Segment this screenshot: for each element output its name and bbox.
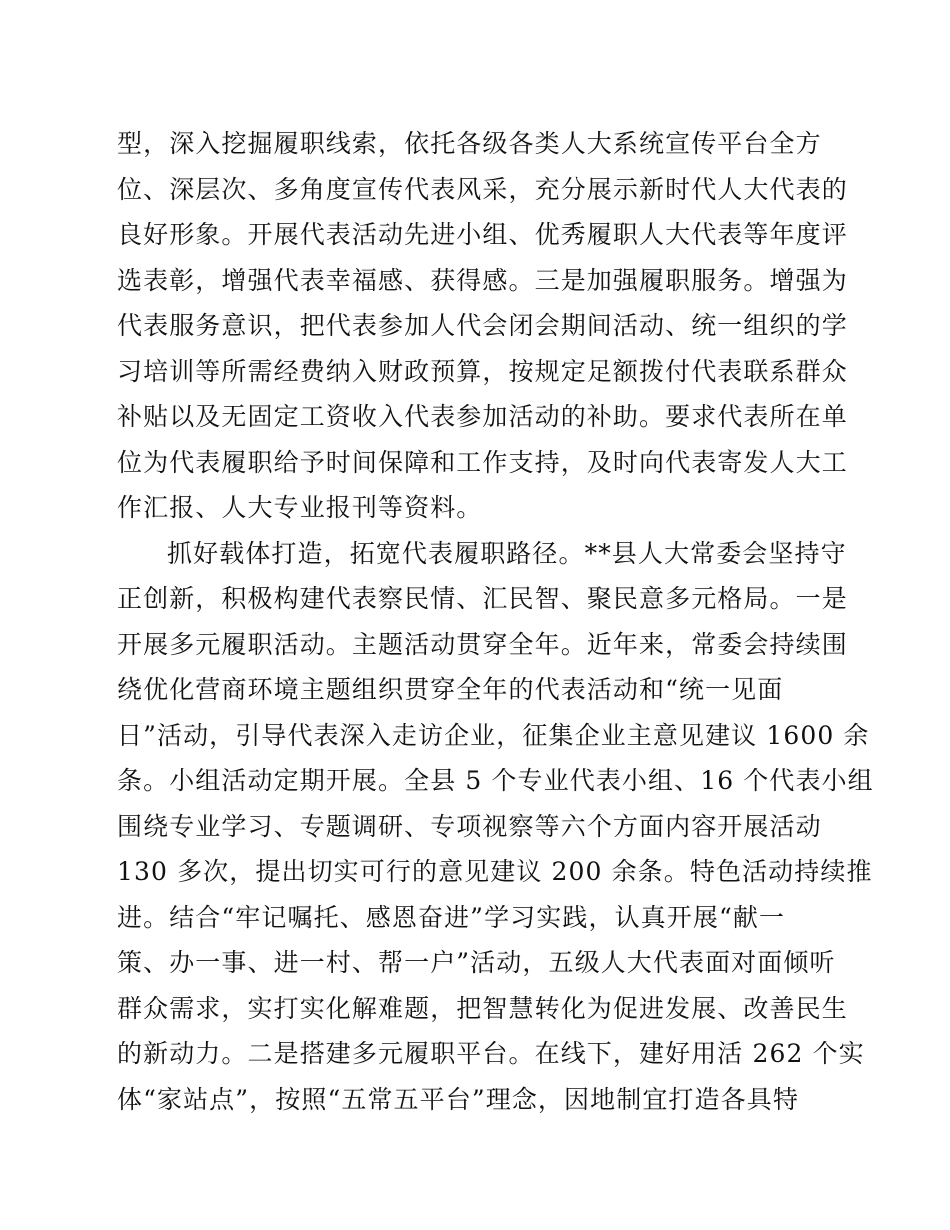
- text-line: 日”活动，引导代表深入走访企业，征集企业主意见建议 1600 余: [117, 720, 870, 750]
- body-text: [117, 121, 874, 1122]
- text-line: 体“家站点”，按照“五常五平台”理念，因地制宜打造各具特: [117, 1084, 799, 1114]
- text-line: 良好形象。开展代表活动先进小组、优秀履职人大代表等年度评: [117, 220, 848, 249]
- text-line: 习培训等所需经费纳入财政预算，按规定足额拨付代表联系群众: [117, 356, 848, 386]
- text-line: 进。结合“牢记嘱托、感恩奋进”学习实践，认真开展“献一: [117, 902, 786, 932]
- text-line: 围绕专业学习、专题调研、专项视察等六个方面内容开展活动: [117, 811, 822, 841]
- text-line: 130 多次，提出切实可行的意见建议 200 余条。特色活动持续推: [117, 857, 873, 886]
- text-line: 位为代表履职给予时间保障和工作支持，及时向代表寄发人大工: [117, 447, 848, 477]
- text-line: 作汇报、人大专业报刊等资料。: [117, 493, 483, 522]
- text-line: 位、深层次、多角度宣传代表风采，充分展示新时代人大代表的: [117, 174, 848, 204]
- text-line: 正创新，积极构建代表察民情、汇民智、聚民意多元格局。一是: [117, 584, 848, 613]
- text-line: 型，深入挖掘履职线索，依托各级各类人大系统宣传平台全方: [117, 129, 822, 158]
- text-line: 群众需求，实打实化解难题，把智慧转化为促进发展、改善民生: [117, 993, 848, 1023]
- paragraph-start-line: 抓好载体打造，拓宽代表履职路径。**县人大常委会坚持守: [167, 538, 847, 568]
- text-line: 补贴以及无固定工资收入代表参加活动的补助。要求代表所在单: [117, 402, 848, 431]
- text-line: 策、办一事、进一村、帮一户”活动，五级人大代表面对面倾听: [117, 948, 836, 977]
- text-line: 开展多元履职活动。主题活动贯穿全年。近年来，常委会持续围: [117, 629, 848, 659]
- text-line: 绕优化营商环境主题组织贯穿全年的代表活动和“统一见面: [117, 675, 784, 704]
- text-line: 条。小组活动定期开展。全县 5 个专业代表小组、16 个代表小组: [117, 766, 874, 795]
- text-line: 的新动力。二是搭建多元履职平台。在线下，建好用活 262 个实: [117, 1039, 865, 1068]
- text-line: 代表服务意识，把代表参加人代会闭会期间活动、统一组织的学: [117, 311, 848, 340]
- text-line: 选表彰，增强代表幸福感、获得感。三是加强履职服务。增强为: [117, 265, 848, 295]
